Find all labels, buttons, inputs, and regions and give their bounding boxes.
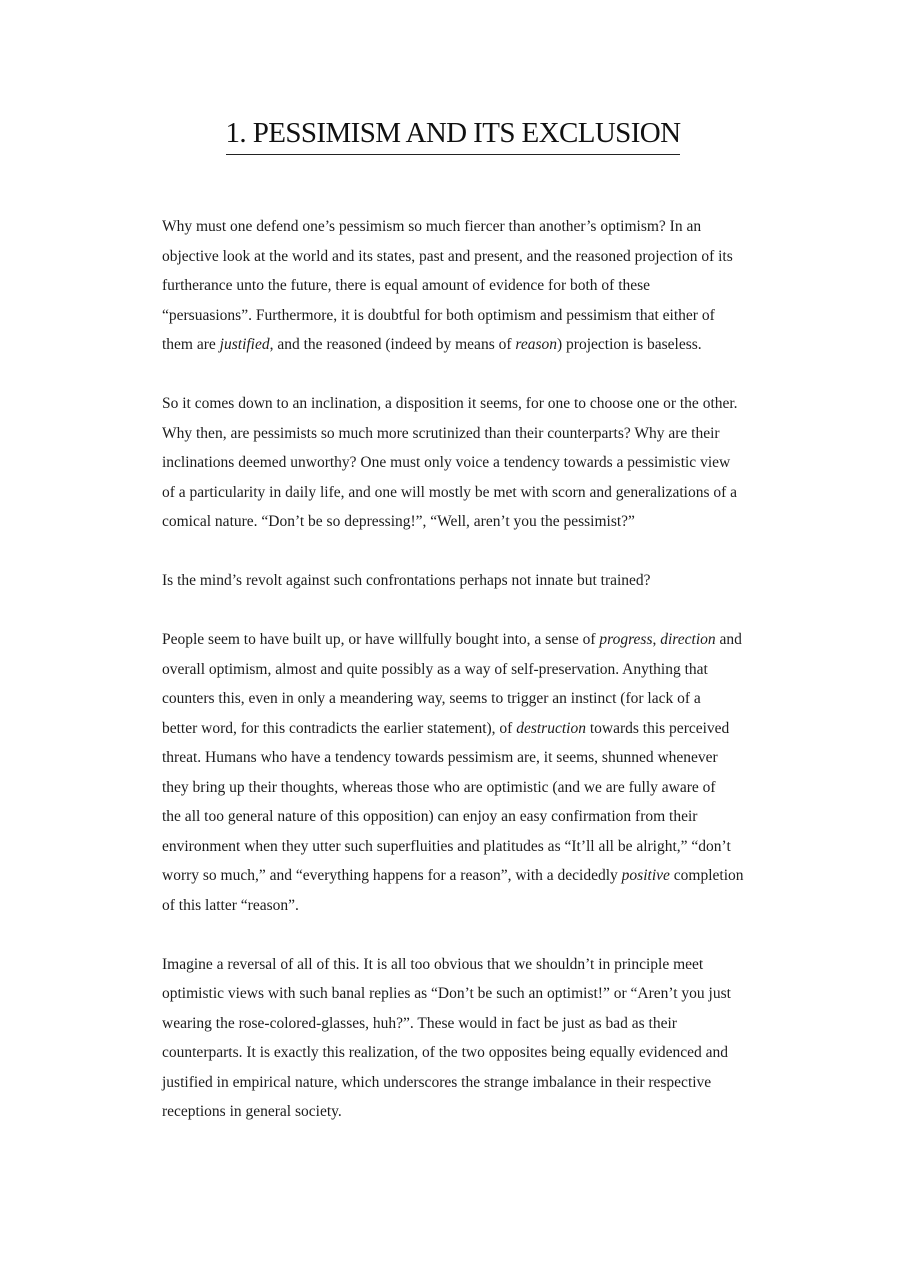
text-line [162,448,802,478]
chapter-title: 1. PESSIMISM AND ITS EXCLUSION [226,114,681,155]
text-run: , and the reasoned (indeed by means of [269,336,516,353]
text-line [162,832,802,862]
text-run: completion [669,867,744,884]
text-line [162,212,802,242]
emphasis-run: destruction [516,719,586,737]
text-line [162,773,802,803]
text-line [162,1009,802,1039]
text-run: So it comes down to an inclination, a disposition it seems, for one to choose one or the other. [162,395,738,412]
text-run: Imagine a reversal of all of this. It is all too obvious that we shouldn’t in principle meet [162,955,704,973]
text-run: and [715,631,742,648]
chapter-heading [0,112,906,155]
text-run: they bring up their thoughts, whereas those who are optimistic (and we are fully aware of [162,778,716,796]
text-line [162,1068,802,1098]
emphasis-run: justified [219,336,270,353]
paragraph [162,389,802,537]
text-run: justified in empirical nature, which underscores the strange imbalance in their respective [162,1073,712,1091]
text-line [162,950,802,980]
text-run: , [652,631,661,648]
text-run: counters this, even in only a meandering way, seems to trigger an instinct (for lack of a [162,690,701,707]
text-line [162,891,802,921]
text-run: comical nature. “Don’t be so depressing!”, “Well, aren’t you the pessimist?” [162,513,635,530]
emphasis-run: positive [621,867,670,884]
text-line [162,389,802,419]
text-line [162,625,802,655]
text-run: wearing the rose-colored-glasses, huh?”. These would in fact be just as bad as their [162,1014,677,1032]
text-line [162,1038,802,1068]
text-run: towards this perceived [585,719,730,737]
text-line [162,330,802,360]
text-run: inclinations deemed unworthy? One must only voice a tendency towards a pessimistic view [162,454,731,471]
paragraph [162,625,802,920]
text-run: “persuasions”. Furthermore, it is doubtful for both optimism and pessimism that either of [162,306,715,324]
text-line [162,271,802,301]
text-run: of a particularity in daily life, and one will mostly be met with scorn and generalizations of a [162,483,738,501]
text-run: ) projection is baseless. [557,336,702,353]
paragraph [162,950,802,1127]
text-line [162,655,802,685]
text-line [162,979,802,1009]
text-line [162,566,802,596]
text-run: overall optimism, almost and quite possibly as a way of self-preservation. Anything that [162,660,708,678]
paragraph [162,212,802,360]
text-run: threat. Humans who have a tendency towards pessimism are, it seems, shunned whenever [162,749,718,766]
text-line [162,242,802,272]
text-line [162,419,802,449]
text-run: Why must one defend one’s pessimism so much fiercer than another’s optimism? In an [162,218,702,235]
emphasis-run: direction [660,631,716,648]
text-run: optimistic views with such banal replies as “Don’t be such an optimist!” or “Aren’t you just [162,985,731,1002]
text-run: Why then, are pessimists so much more scrutinized than their counterparts? Why are their [162,424,720,442]
text-line [162,861,802,891]
text-run: Is the mind’s revolt against such confrontations perhaps not innate but trained? [162,572,651,589]
text-line [162,743,802,773]
text-line [162,301,802,331]
text-line [162,802,802,832]
text-run: environment when they utter such superfluities and platitudes as “It’ll all be alright,” “don’t [162,837,731,855]
text-run: counterparts. It is exactly this realization, of the two opposites being equally evidenced and [162,1044,729,1061]
text-run: furtherance unto the future, there is equal amount of evidence for both of these [162,277,651,294]
text-line [162,1097,802,1127]
text-run: better word, for this contradicts the earlier statement), of [162,719,517,737]
text-line [162,714,802,744]
text-run: receptions in general society. [162,1103,342,1120]
text-line [162,478,802,508]
emphasis-run: reason [515,336,558,353]
text-line [162,507,802,537]
text-run: objective look at the world and its states, past and present, and the reasoned projection of its [162,247,733,265]
text-run: them are [162,336,220,353]
chapter-body [162,212,802,1156]
text-run: the all too general nature of this opposition) can enjoy an easy confirmation from their [162,808,698,825]
text-run: People seem to have built up, or have willfully bought into, a sense of [162,631,600,648]
text-line [162,684,802,714]
emphasis-run: progress [599,631,653,648]
paragraph [162,566,802,596]
text-run: of this latter “reason”. [162,896,299,914]
text-run: worry so much,” and “everything happens for a reason”, with a decidedly [162,867,622,884]
